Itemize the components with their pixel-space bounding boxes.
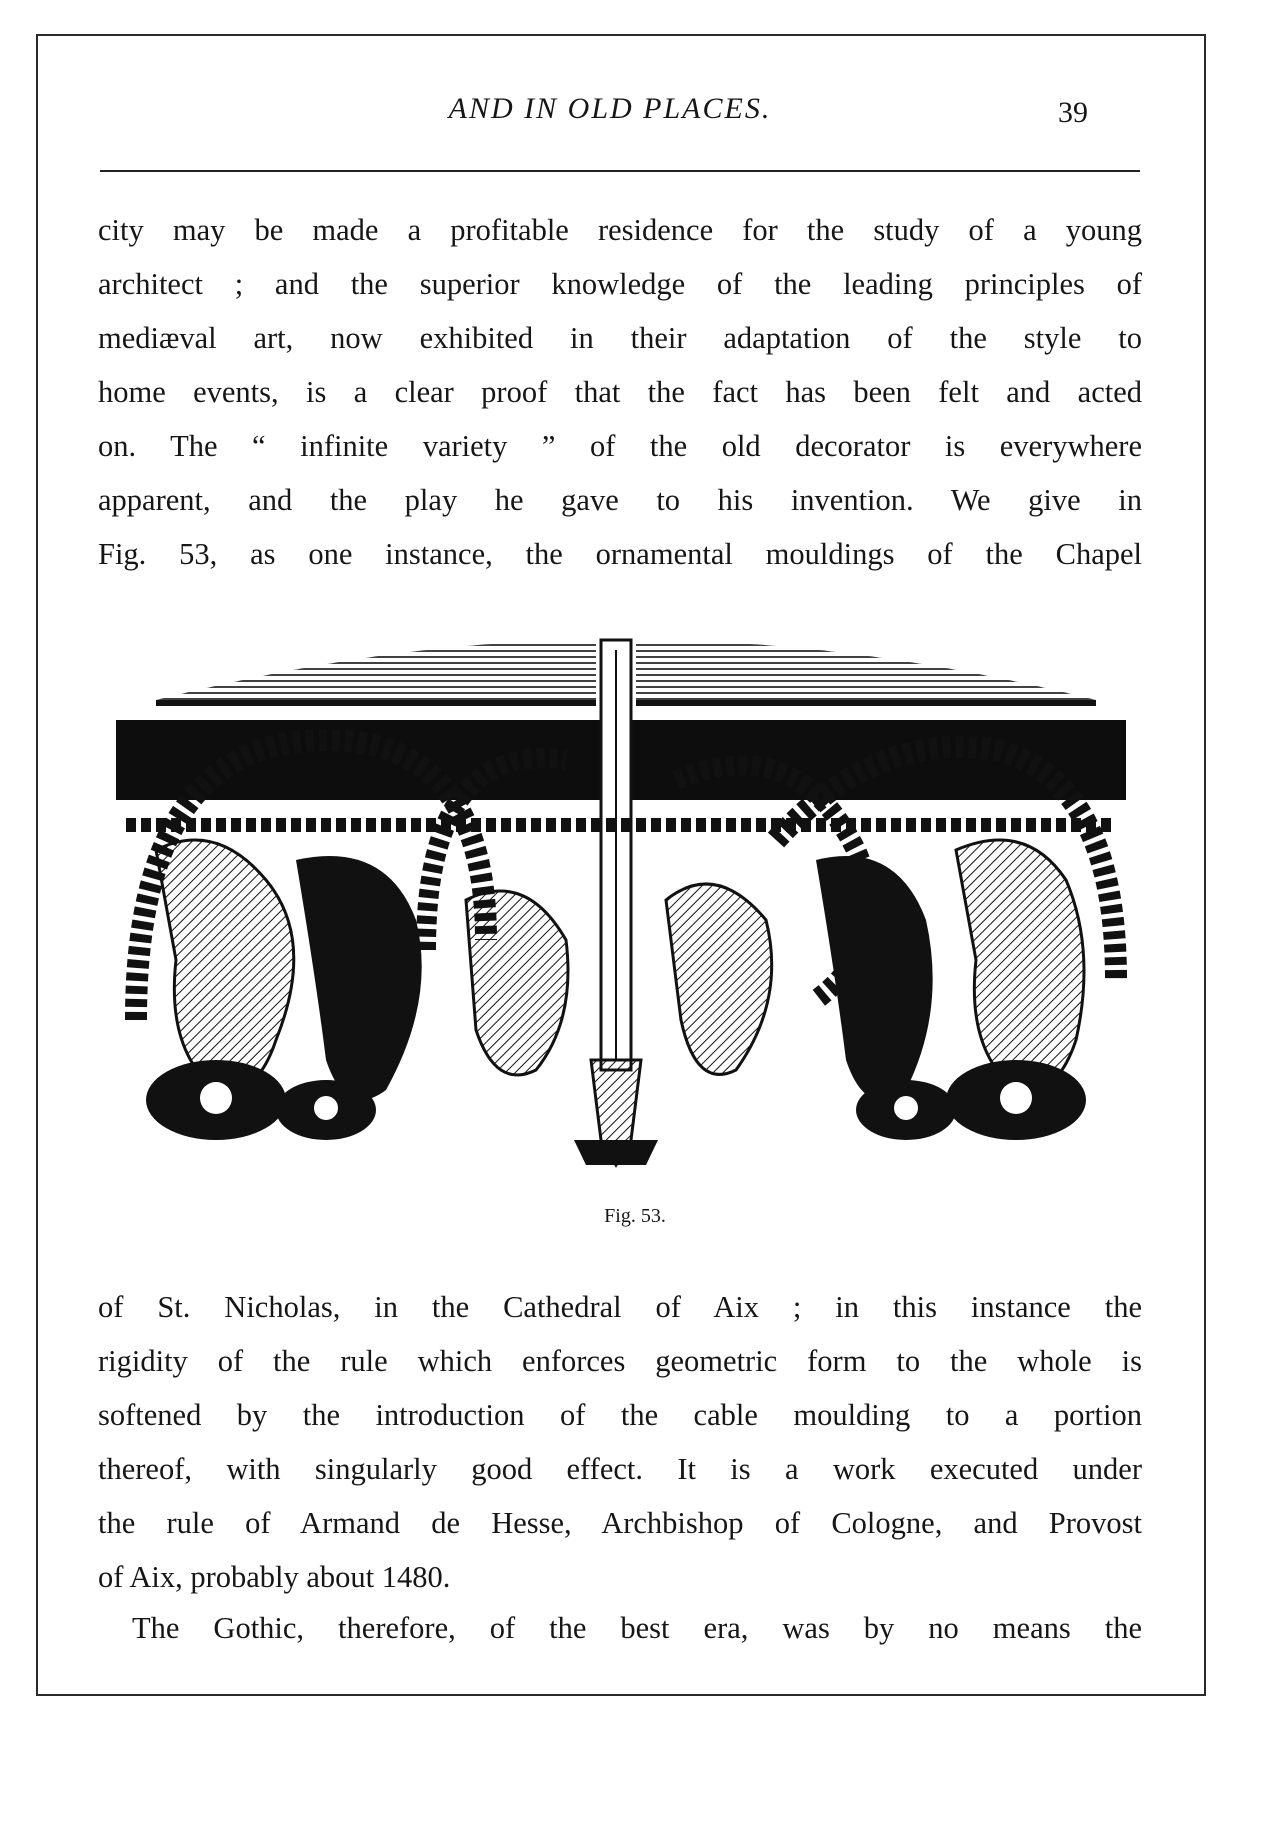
text-line: Fig. 53, as one instance, the ornamental mouldings of the Chapel — [98, 537, 1142, 571]
central-shaft — [574, 640, 658, 1165]
text-line: softened by the introduction of the cable moulding to a portion — [98, 1398, 1142, 1432]
text-line: mediæval art, now exhibited in their adaptation of the style to — [98, 321, 1142, 355]
text-line: of Aix, probably about 1480. — [98, 1560, 451, 1594]
text-line: of St. Nicholas, in the Cathedral of Aix ; in this instance the — [98, 1290, 1142, 1324]
page-number: 39 — [1058, 96, 1088, 129]
text-line: architect ; and the superior knowledge of the leading principles of — [98, 267, 1142, 301]
paragraph-2 — [98, 1280, 1142, 1604]
figure-caption: Fig. 53. — [604, 1205, 666, 1227]
text-line: thereof, with singularly good effect. It is a work executed under — [98, 1452, 1142, 1486]
text-line: on. The “ infinite variety ” of the old decorator is everywhere — [98, 429, 1142, 463]
paragraph-1 — [98, 203, 1142, 581]
text-line: The Gothic, therefore, of the best era, was by no means the — [132, 1611, 1142, 1645]
header-rule — [100, 170, 1140, 172]
text-line: rigidity of the rule which enforces geometric form to the whole is — [98, 1344, 1142, 1378]
text-line: home events, is a clear proof that the fact has been felt and acted — [98, 375, 1142, 409]
text-line: the rule of Armand de Hesse, Archbishop of Cologne, and Provost — [98, 1506, 1142, 1540]
paragraph-3 — [98, 1601, 1142, 1655]
running-header: AND IN OLD PLACES. — [448, 92, 772, 125]
text-line: city may be made a profitable residence for the study of a young — [98, 213, 1142, 247]
text-line: apparent, and the play he gave to his invention. We give in — [98, 483, 1142, 517]
gothic-moulding-illustration — [96, 620, 1146, 1180]
